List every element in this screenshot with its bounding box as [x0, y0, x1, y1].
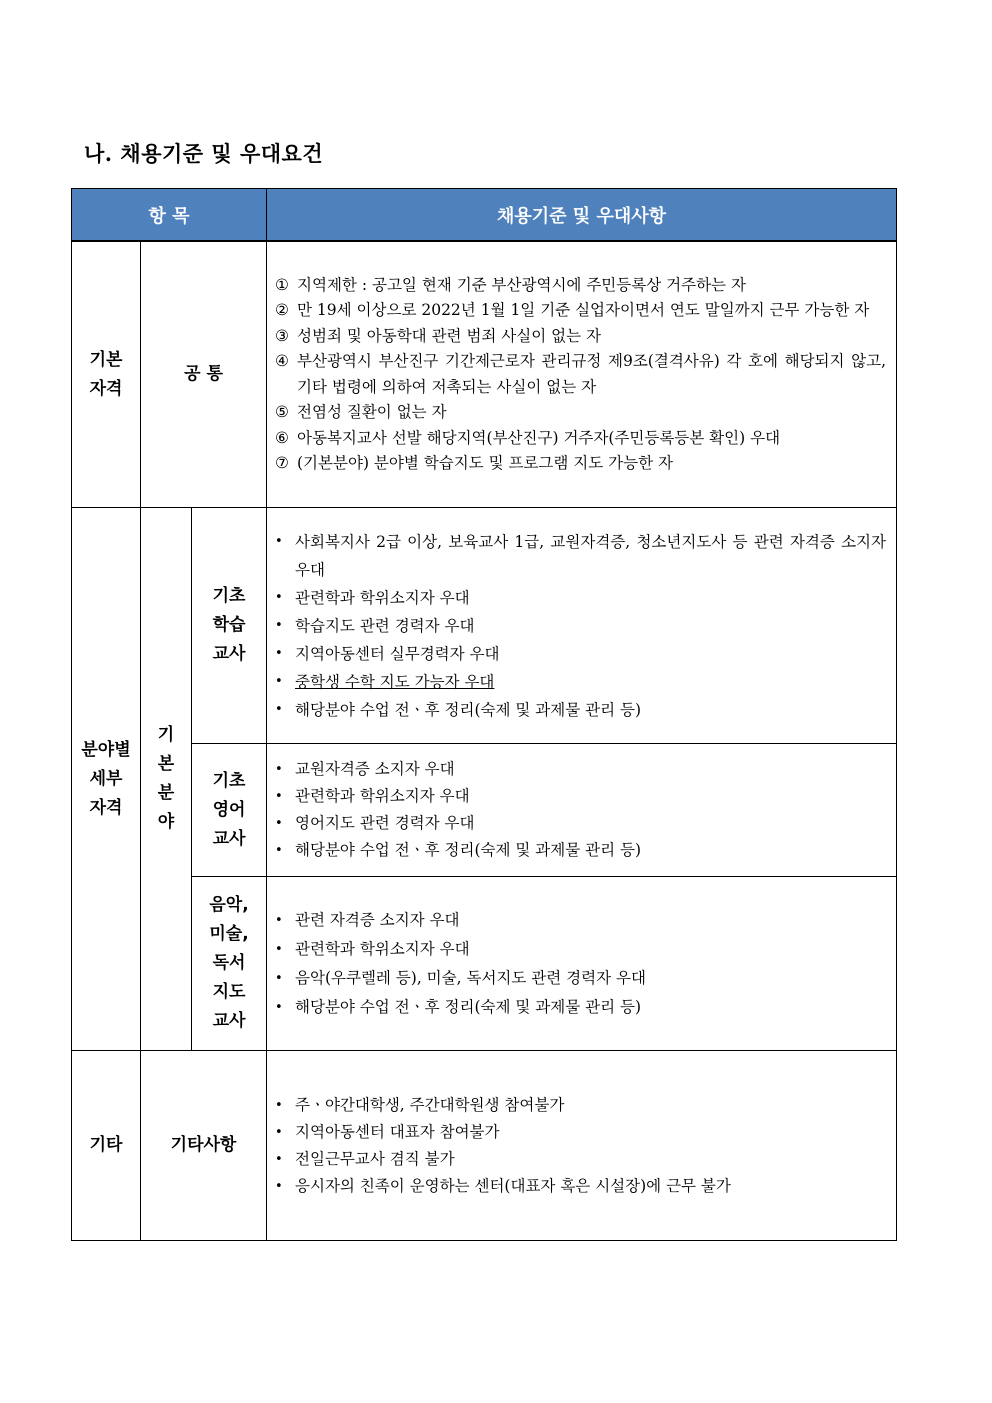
sub-label-line: 음악, [209, 895, 249, 915]
basic-sub-label [140, 241, 267, 508]
item-text: 중학생 수학 지도 가능자 우대 [295, 672, 495, 691]
field-category-char: 야 [157, 812, 175, 832]
item-text: 관련 자격증 소지자 우대 [295, 910, 460, 929]
bullet-icon: • [275, 701, 283, 717]
list-item [275, 612, 886, 640]
item-number: ⑦ [275, 454, 289, 472]
item-text: 주ㆍ야간대학생, 주간대학원생 참여불가 [295, 1095, 565, 1114]
item-number: ③ [275, 326, 289, 345]
basic-item [275, 273, 886, 299]
item-text: 해당분야 수업 전ㆍ후 정리(숙제 및 과제물 관리 등) [295, 700, 642, 719]
item-text: 응시자의 친족이 운영하는 센터(대표자 혹은 시설장)에 근무 불가 [295, 1176, 731, 1195]
field-category-char: 본 [157, 754, 175, 774]
sub-label-line: 지도 [212, 982, 246, 1002]
list-item [275, 696, 886, 724]
sub-label-line: 독서 [212, 953, 246, 973]
sub-label-line: 교사 [212, 828, 246, 849]
other-list [275, 1092, 886, 1200]
item-text: 지역아동센터 실무경력자 우대 [295, 644, 500, 663]
list-item [275, 993, 886, 1022]
list-item [275, 1092, 886, 1119]
bullet-icon: • [275, 1124, 283, 1140]
item-text: 지역제한 : 공고일 현재 기준 부산광역시에 주민등록상 거주하는 자 [297, 275, 746, 294]
bullet-icon: • [275, 1178, 283, 1194]
sub-label-line: 학습 [212, 615, 246, 635]
list-item [275, 756, 886, 783]
sub-label-learning [191, 507, 267, 744]
bullet-icon: • [275, 589, 283, 605]
list-item [275, 964, 886, 993]
basic-label-line: 기본 [89, 349, 123, 370]
sub-label-line: 영어 [212, 799, 246, 820]
item-text: 전일근무교사 겸직 불가 [295, 1149, 455, 1168]
bullet-icon: • [275, 999, 283, 1015]
item-number: ② [275, 301, 289, 319]
item-text: 교원자격증 소지자 우대 [295, 760, 455, 778]
list-item [275, 935, 886, 964]
item-text: 해당분야 수업 전ㆍ후 정리(숙제 및 과제물 관리 등) [295, 841, 642, 859]
basic-label [71, 241, 141, 508]
bullet-icon: • [275, 970, 283, 986]
bullet-icon: • [275, 617, 283, 633]
field-category-char: 분 [157, 783, 175, 803]
other-label-text: 기타 [89, 1135, 123, 1155]
basic-label-line: 자격 [89, 378, 123, 399]
item-text: 성범죄 및 아동학대 관련 범죄 사실이 없는 자 [297, 326, 602, 345]
item-text: 관련학과 학위소지자 우대 [295, 787, 470, 805]
other-content [266, 1050, 897, 1241]
bullet-icon: • [275, 673, 283, 689]
item-text: (기본분야) 분야별 학습지도 및 프로그램 지도 가능한 자 [297, 454, 673, 472]
sub-label-english [191, 743, 267, 877]
bullet-icon: • [275, 816, 283, 831]
field-label [71, 507, 141, 1051]
sub-label-line: 미술, [209, 924, 249, 944]
bullet-icon: • [275, 1097, 283, 1113]
header-criteria-label: 채용기준 및 우대사항 [496, 205, 667, 227]
item-number: ① [275, 275, 289, 294]
sub-label-line: 기초 [212, 770, 246, 791]
item-number: ⑥ [275, 428, 289, 447]
sub-content-arts [266, 876, 897, 1051]
item-text: 사회복지사 2급 이상, 보육교사 1급, 교원자격증, 청소년지도사 등 관련 자격증 소지자 우대 [295, 532, 886, 579]
sub-label-arts [191, 876, 267, 1051]
basic-item [275, 400, 886, 426]
basic-item [275, 324, 886, 350]
item-text: 해당분야 수업 전ㆍ후 정리(숙제 및 과제물 관리 등) [295, 997, 642, 1016]
basic-item [275, 349, 886, 400]
item-text: 만 19세 이상으로 2022년 1월 1일 기준 실업자이면서 연도 말일까지 근무 가능한 자 [297, 301, 870, 319]
basic-item [275, 298, 886, 324]
bullet-icon: • [275, 533, 283, 549]
field-label-line: 자격 [89, 797, 123, 818]
header-criteria [266, 188, 897, 242]
bullet-icon: • [275, 941, 283, 957]
sub-label-line: 교사 [212, 1011, 246, 1031]
header-item [71, 188, 267, 242]
other-sub-label [140, 1050, 267, 1241]
sub-label-line: 교사 [212, 644, 246, 664]
section-title: 나. 채용기준 및 우대요건 [84, 141, 324, 166]
list-item [275, 810, 886, 837]
arts-list [275, 906, 886, 1022]
field-label-line: 세부 [89, 768, 123, 789]
item-text: 관련학과 학위소지자 우대 [295, 939, 470, 958]
list-item [275, 528, 886, 584]
other-label [71, 1050, 141, 1241]
list-item [275, 1146, 886, 1173]
sub-content-learning [266, 507, 897, 744]
item-number: ⑤ [275, 403, 289, 421]
list-item [275, 906, 886, 935]
item-text: 부산광역시 부산진구 기간제근로자 관리규정 제9조(결격사유) 각 호에 해당되지 않고, 기타 법령에 의하여 저촉되는 사실이 없는 자 [297, 352, 886, 396]
list-item [275, 837, 886, 864]
field-label-line: 분야별 [81, 739, 131, 760]
list-item [275, 668, 886, 696]
item-text: 학습지도 관련 경력자 우대 [295, 616, 475, 635]
criteria-table [71, 188, 897, 1241]
list-item [275, 640, 886, 668]
bullet-icon: • [275, 645, 283, 661]
bullet-icon: • [275, 1151, 283, 1167]
other-sub-label-text: 기타사항 [170, 1135, 237, 1155]
list-item [275, 1173, 886, 1200]
item-text: 전염성 질환이 없는 자 [297, 403, 447, 421]
item-text: 영어지도 관련 경력자 우대 [295, 814, 475, 832]
list-item [275, 584, 886, 612]
bullet-icon: • [275, 843, 283, 858]
basic-list [275, 273, 886, 477]
list-item [275, 783, 886, 810]
learning-list [275, 528, 886, 724]
field-category-char: 기 [157, 725, 175, 745]
common-label: 공 통 [184, 364, 223, 384]
bullet-icon: • [275, 762, 283, 777]
header-item-label: 항 목 [148, 205, 190, 227]
basic-item [275, 451, 886, 477]
basic-item [275, 426, 886, 452]
item-text: 지역아동센터 대표자 참여불가 [295, 1122, 500, 1141]
sub-label-line: 기초 [212, 586, 246, 606]
list-item [275, 1119, 886, 1146]
item-text: 음악(우쿠렐레 등), 미술, 독서지도 관련 경력자 우대 [295, 968, 646, 987]
english-list [275, 756, 886, 864]
item-number: ④ [275, 352, 289, 370]
bullet-icon: • [275, 912, 283, 928]
field-category [140, 507, 192, 1051]
item-text: 관련학과 학위소지자 우대 [295, 588, 470, 607]
sub-content-english [266, 743, 897, 877]
bullet-icon: • [275, 789, 283, 804]
item-text: 아동복지교사 선발 해당지역(부산진구) 거주자(주민등록등본 확인) 우대 [297, 428, 781, 447]
basic-content [266, 241, 897, 508]
